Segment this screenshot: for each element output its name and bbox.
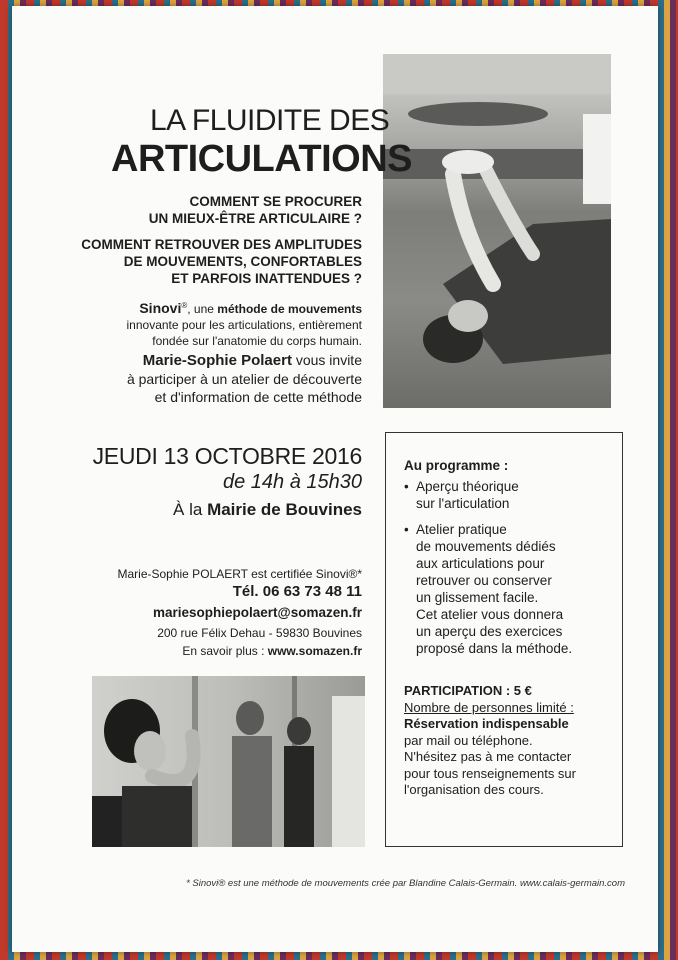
title-line-1: LA FLUIDITE DES [150, 104, 390, 137]
footnote: * Sinovi® est une méthode de mouvements crée par Blandine Calais-Germain. www.calais-germain.com [186, 878, 625, 889]
website-link[interactable]: www.somazen.fr [267, 644, 362, 658]
programme-list [404, 478, 604, 657]
participation-reservation: Réservation indispensable [404, 716, 569, 731]
programme-item-2-line-2: de mouvements dédiés [416, 539, 556, 554]
event-date: JEUDI 13 OCTOBRE 2016 [92, 443, 362, 469]
participation-price: PARTICIPATION : 5 € [404, 683, 532, 698]
address: 200 rue Félix Dehau - 59830 Bouvines [157, 626, 362, 640]
photo-floor-exercise-figure [383, 54, 611, 408]
photo-floor-exercise [383, 54, 611, 408]
invite-line-1 [127, 351, 362, 370]
participation-limited: Nombre de personnes limité : [404, 699, 574, 715]
question-1-line-1: COMMENT SE PROCURER [189, 194, 362, 209]
participation-line-1: par mail ou téléphone. [404, 732, 533, 748]
question-2-line-1: COMMENT RETROUVER DES AMPLITUDES [81, 237, 362, 252]
programme-item-2 [404, 521, 604, 657]
participation-line-2: N'hésitez pas à me contacter [404, 749, 572, 764]
sinovi-reg: ® [181, 301, 188, 310]
programme-heading: Au programme : [404, 458, 509, 473]
sinovi-text-bold: méthode de mouvements [217, 302, 362, 316]
participation-line-3: pour tous renseignements sur [404, 765, 576, 781]
invite-line-2: à participer à un atelier de découverte [126, 371, 362, 387]
sinovi-text: , une [187, 302, 218, 316]
invitation [127, 351, 362, 406]
invite-rest: vous invite [291, 352, 362, 368]
sinovi-line-1 [127, 298, 362, 317]
programme-item-1-line-1: • Aperçu théorique [416, 479, 519, 494]
email-link[interactable]: mariesophiepolaert@somazen.fr [153, 605, 362, 620]
photo-group-class [92, 676, 365, 847]
programme-box [385, 432, 623, 847]
programme-item-2-line-3: aux articulations pour [416, 556, 545, 571]
programme-item-2-line-6: Cet atelier vous donnera [416, 607, 564, 622]
website-prefix: En savoir plus : [182, 644, 268, 658]
programme-item-2-line-4: retrouver ou conserver [416, 573, 552, 588]
event-place [173, 500, 362, 520]
programme-item-2-line-5: un glissement facile. [416, 590, 539, 605]
question-2-line-2: DE MOUVEMENTS, CONFORTABLES [123, 254, 362, 269]
question-2-line-3: ET PARFOIS INATTENDUES ? [171, 271, 362, 286]
programme-item-2-line-7: un aperçu des exercices [416, 624, 563, 639]
invite-line-3: et d'information de cette méthode [154, 389, 362, 405]
phone-number[interactable]: Tél. 06 63 73 48 11 [232, 583, 362, 600]
question-1-line-2: UN MIEUX-ÊTRE ARTICULAIRE ? [148, 211, 362, 226]
sinovi-line-3: fondée sur l'anatomie du corps humain. [152, 334, 362, 348]
participation-section [404, 683, 604, 799]
title-line-2: ARTICULATIONS [111, 138, 412, 180]
flyer-page [12, 6, 658, 952]
sinovi-description [127, 298, 362, 349]
website-line [182, 643, 362, 659]
programme-item-2-line-8: proposé dans la méthode. [416, 641, 573, 656]
place-prefix: À la [173, 500, 208, 519]
certified-text: Marie-Sophie POLAERT est certifiée Sinovi®* [117, 567, 362, 581]
participation-line-4: l'organisation des cours. [404, 782, 544, 797]
place-name: Mairie de Bouvines [207, 500, 362, 519]
programme-item-1-line-2: sur l'articulation [416, 496, 510, 511]
invite-name: Marie-Sophie Polaert [142, 352, 292, 369]
question-2 [81, 236, 362, 287]
photo-group-class-figures [92, 676, 365, 847]
sinovi-brand: Sinovi [139, 300, 182, 316]
question-1 [149, 193, 362, 227]
programme-item-2-line-1: • Atelier pratique [416, 522, 507, 537]
sinovi-line-2: innovante pour les articulations, entièrement [126, 318, 362, 332]
event-time: de 14h à 15h30 [222, 471, 362, 493]
programme-item-1 [404, 478, 604, 512]
